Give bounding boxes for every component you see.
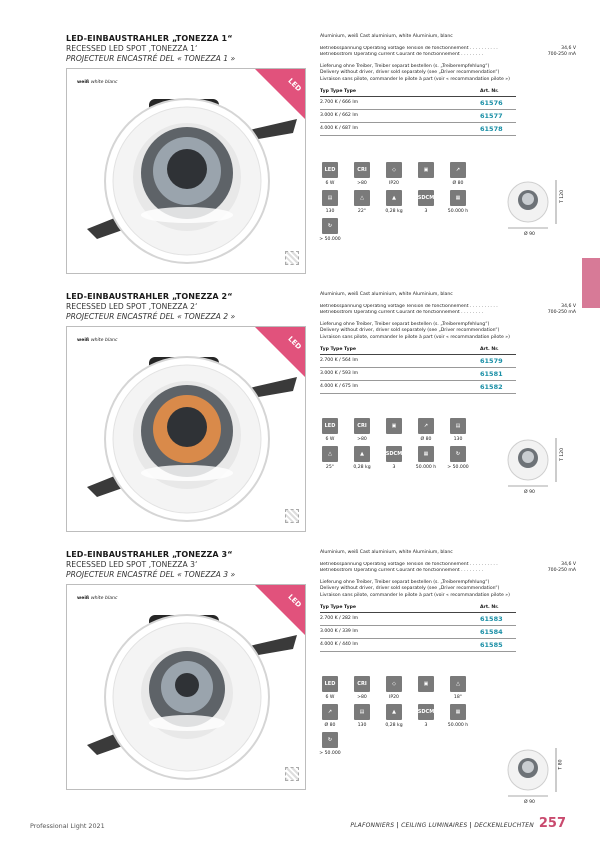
feature-value: 6 W: [325, 695, 335, 700]
feature-icon-cell: [386, 162, 402, 186]
table-row: [320, 613, 516, 626]
switching-icon: ↻: [322, 218, 338, 234]
feature-value: >80: [357, 181, 367, 186]
finish-label: [77, 596, 118, 601]
table-row: [320, 626, 516, 639]
delivery-note-en: Delivery without driver, driver sold separately (see „Driver recommendation“): [320, 586, 500, 592]
led-badge-corner: [255, 69, 305, 119]
feature-value: 0,28 kg: [385, 723, 403, 728]
feature-icon-cell: [322, 418, 338, 442]
dimension-height: T 120: [560, 189, 566, 204]
footer-catalog-name: Professional Light 2021: [30, 822, 105, 830]
feature-value: 130: [325, 209, 335, 214]
feature-icons: [319, 162, 472, 242]
beam-icon: △: [450, 676, 466, 692]
product-title-fr: PROJECTEUR ENCASTRÉ DEL « TONEZZA 2 »: [66, 312, 236, 321]
feature-value: 130: [357, 723, 367, 728]
footer-category-en: CEILING LUMINAIRES: [401, 822, 468, 829]
dimension-diameter: Ø 90: [524, 490, 535, 495]
weight-icon: ▲: [386, 190, 402, 206]
frame-icon: ▣: [418, 162, 434, 178]
cri-icon: CRI: [354, 162, 370, 178]
row-article-number: 61578: [480, 124, 503, 133]
delivery-note: [320, 64, 576, 84]
feature-value: Ø 80: [420, 437, 432, 442]
feature-value: > 50.000: [447, 465, 469, 470]
feature-icon-cell: [354, 418, 370, 442]
feature-value: 22°: [357, 209, 367, 214]
frame-icon: ▣: [418, 676, 434, 692]
finish-label-de: weiß: [77, 596, 90, 601]
material-text: Aluminium, weiß Cast aluminium, white Aluminium, blanc: [320, 292, 453, 297]
delivery-note-en: Delivery without driver, driver sold separately (see „Driver recommendation“): [320, 328, 500, 334]
row-article-number: 61576: [480, 98, 503, 107]
led-badge-text: LED: [286, 76, 303, 94]
qr-code-icon[interactable]: [285, 251, 299, 265]
voltage-value: 34,6 V: [561, 561, 576, 567]
footer-category-fr: PLAFONNIERS: [350, 822, 395, 829]
feature-icon-cell: [354, 162, 370, 186]
table-row: [320, 123, 516, 136]
delivery-note-de: Lieferung ohne Treiber, Treiber separat bestellen (s. „Treiberempfehlung“): [320, 321, 490, 327]
weight-icon: ▲: [354, 446, 370, 462]
row-type: 2.700 K / 666 lm: [320, 99, 359, 105]
footer-category-de: DECKENLEUCHTEN: [474, 822, 534, 829]
finish-label-fr: blanc: [105, 338, 118, 343]
feature-value: > 50.000: [319, 237, 341, 242]
feature-icon-cell: [354, 676, 370, 700]
product-photo-box: [66, 68, 306, 274]
qr-code-icon[interactable]: [285, 509, 299, 523]
material-text: Aluminium, weiß Cast aluminium, white Aluminium, blanc: [320, 34, 453, 39]
article-table: [320, 347, 516, 395]
table-header-type: Typ Type Type: [320, 346, 357, 352]
beam-icon: △: [354, 190, 370, 206]
feature-icon-cell: [354, 446, 370, 470]
tilt-icon: ↗: [450, 162, 466, 178]
weight-icon: ▲: [386, 704, 402, 720]
finish-label: [77, 80, 118, 85]
feature-icon-cell: [322, 162, 338, 186]
led-badge-text: LED: [286, 592, 303, 610]
current-label: Betriebsstrom Operating current Courant de fonctionnement . . . . . . . .: [320, 568, 484, 574]
feature-value: 50.000 h: [447, 209, 469, 214]
feature-value: IP20: [389, 181, 399, 186]
section-side-tab: [582, 258, 600, 308]
table-row: [320, 639, 516, 652]
qr-code-icon[interactable]: [285, 767, 299, 781]
feature-icon-cell: [386, 190, 402, 214]
sdcm-icon: SDCM: [418, 190, 434, 206]
row-type: 3.000 K / 662 lm: [320, 112, 359, 118]
cutout-icon: ▤: [450, 418, 466, 434]
cutout-icon: ▤: [354, 704, 370, 720]
voltage-row: [320, 304, 576, 311]
current-label: Betriebsstrom Operating current Courant de fonctionnement . . . . . . . .: [320, 310, 484, 316]
delivery-note-en: Delivery without driver, driver sold separately (see „Driver recommendation“): [320, 70, 500, 76]
lifetime-icon: ▦: [418, 446, 434, 462]
current-label: Betriebsstrom Operating current Courant de fonctionnement . . . . . . . .: [320, 52, 484, 58]
dimension-diameter: Ø 90: [524, 232, 535, 237]
article-table-header: [320, 89, 516, 98]
feature-icon-cell: [354, 190, 370, 214]
current-row: [320, 310, 576, 317]
feature-icon-cell: [418, 190, 434, 214]
product-section-1: [66, 34, 576, 284]
row-article-number: 61581: [480, 369, 503, 378]
feature-value: 130: [453, 437, 463, 442]
feature-value: 25°: [325, 465, 335, 470]
voltage-row: [320, 562, 576, 569]
led-badge-corner: [255, 585, 305, 635]
product-specs: [320, 292, 576, 394]
feature-value: 3: [424, 209, 428, 214]
feature-icon-cell: [386, 676, 402, 700]
feature-icon-cell: [386, 446, 402, 470]
finish-label-de: weiß: [77, 338, 90, 343]
feature-icon-cell: [322, 446, 338, 470]
row-type: 3.000 K / 339 lm: [320, 628, 359, 634]
voltage-value: 34,6 V: [561, 45, 576, 51]
led-icon: LED: [322, 162, 338, 178]
product-specs: [320, 34, 576, 136]
product-title-en: RECESSED LED SPOT ‚TONEZZA 2‘: [66, 302, 198, 311]
feature-icon-cell: [418, 418, 434, 442]
frame-icon: ▣: [386, 418, 402, 434]
product-title-de: LED-EINBAUSTRAHLER „TONEZZA 3“: [66, 550, 233, 559]
product-title-de: LED-EINBAUSTRAHLER „TONEZZA 2“: [66, 292, 233, 301]
feature-value: IP20: [389, 695, 399, 700]
feature-icon-cell: [386, 704, 402, 728]
delivery-note-de: Lieferung ohne Treiber, Treiber separat bestellen (s. „Treiberempfehlung“): [320, 63, 490, 69]
delivery-note-fr: Livraison sans pilote, commander le pilote à part (voir « recommandation pilote »): [320, 592, 510, 598]
article-table: [320, 605, 516, 653]
feature-icon-cell: [354, 704, 370, 728]
dimension-drawing: [500, 740, 570, 800]
product-photo-box: [66, 326, 306, 532]
product-title-en: RECESSED LED SPOT ‚TONEZZA 3‘: [66, 560, 198, 569]
current-value: 700-250 mA: [547, 52, 576, 58]
row-article-number: 61583: [480, 614, 503, 623]
table-header-type: Typ Type Type: [320, 604, 357, 610]
delivery-note-fr: Livraison sans pilote, commander le pilote à part (voir « recommandation pilote »): [320, 334, 510, 340]
delivery-note: [320, 580, 576, 600]
feature-value: 6 W: [325, 181, 335, 186]
feature-value: Ø 80: [324, 723, 336, 728]
row-article-number: 61584: [480, 627, 503, 636]
ip-drop-icon: ◇: [386, 676, 402, 692]
lifetime-icon: ▦: [450, 704, 466, 720]
feature-value: 18°: [453, 695, 463, 700]
product-section-3: [66, 550, 576, 805]
feature-value: 3: [392, 465, 396, 470]
table-header-art: Art. Nr.: [480, 346, 499, 352]
table-header-type: Typ Type Type: [320, 88, 357, 94]
table-header-art: Art. Nr.: [480, 604, 499, 610]
dimension-diameter: Ø 90: [524, 800, 535, 805]
feature-value: 6 W: [325, 437, 335, 442]
feature-value: > 50.000: [319, 751, 341, 756]
feature-icon-cell: [319, 218, 341, 242]
table-row: [320, 368, 516, 381]
feature-icon-cell: [415, 446, 437, 470]
beam-icon: △: [322, 446, 338, 462]
feature-value: >80: [357, 695, 367, 700]
cutout-icon: ▤: [322, 190, 338, 206]
delivery-note-fr: Livraison sans pilote, commander le pilote à part (voir « recommandation pilote »): [320, 76, 510, 82]
feature-icon-cell: [447, 704, 469, 728]
lifetime-icon: ▦: [450, 190, 466, 206]
switching-icon: ↻: [322, 732, 338, 748]
table-row: [320, 110, 516, 123]
feature-icon-cell: [450, 162, 466, 186]
table-header-art: Art. Nr.: [480, 88, 499, 94]
finish-label-de: weiß: [77, 80, 90, 85]
footer-category: PLAFONNIERS | CEILING LUMINAIRES | DECKENLEUCHTEN: [350, 822, 534, 829]
tilt-icon: ↗: [322, 704, 338, 720]
product-title-de: LED-EINBAUSTRAHLER „TONEZZA 1“: [66, 34, 233, 43]
row-type: 4.000 K / 440 lm: [320, 641, 359, 647]
led-icon: LED: [322, 418, 338, 434]
product-photo-box: [66, 584, 306, 790]
feature-icon-cell: [322, 190, 338, 214]
sdcm-icon: SDCM: [418, 704, 434, 720]
material-text: Aluminium, weiß Cast aluminium, white Aluminium, blanc: [320, 550, 453, 555]
row-type: 3.000 K / 593 lm: [320, 370, 359, 376]
product-title-fr: PROJECTEUR ENCASTRÉ DEL « TONEZZA 3 »: [66, 570, 236, 579]
finish-label-en: white: [90, 596, 104, 601]
feature-icons: [319, 676, 472, 756]
product-title-fr: PROJECTEUR ENCASTRÉ DEL « TONEZZA 1 »: [66, 54, 236, 63]
feature-icon-cell: [418, 704, 434, 728]
ip-drop-icon: ◇: [386, 162, 402, 178]
feature-value: 50.000 h: [415, 465, 437, 470]
row-article-number: 61582: [480, 382, 503, 391]
article-table-header: [320, 605, 516, 614]
feature-icon-cell: [450, 418, 466, 442]
finish-label-en: white: [90, 338, 104, 343]
row-article-number: 61585: [480, 640, 503, 649]
row-type: 2.700 K / 564 lm: [320, 357, 359, 363]
finish-label-en: white: [90, 80, 104, 85]
row-type: 4.000 K / 675 lm: [320, 383, 359, 389]
switching-icon: ↻: [450, 446, 466, 462]
feature-icons: [322, 418, 472, 470]
row-article-number: 61579: [480, 356, 503, 365]
voltage-label: Betriebsspannung Operating voltage Tension de fonctionnement . . . . . . . . . .: [320, 561, 498, 567]
dimension-height: T 80: [558, 759, 564, 770]
product-section-2: [66, 292, 576, 542]
voltage-row: [320, 46, 576, 53]
table-row: [320, 355, 516, 368]
feature-icon-cell: [418, 162, 434, 186]
current-value: 700-250 mA: [547, 310, 576, 316]
feature-icon-cell: [322, 704, 338, 728]
product-specs: [320, 550, 576, 652]
table-row: [320, 97, 516, 110]
feature-value: 0,28 kg: [353, 465, 371, 470]
feature-value: 3: [424, 723, 428, 728]
feature-icon-cell: [319, 732, 341, 756]
delivery-note-de: Lieferung ohne Treiber, Treiber separat bestellen (s. „Treiberempfehlung“): [320, 579, 490, 585]
table-row: [320, 381, 516, 394]
cri-icon: CRI: [354, 676, 370, 692]
row-type: 2.700 K / 282 lm: [320, 615, 359, 621]
dimension-height: T 120: [560, 447, 566, 462]
voltage-label: Betriebsspannung Operating voltage Tension de fonctionnement . . . . . . . . . .: [320, 303, 498, 309]
finish-label: [77, 338, 118, 343]
voltage-label: Betriebsspannung Operating voltage Tension de fonctionnement . . . . . . . . . .: [320, 45, 498, 51]
cri-icon: CRI: [354, 418, 370, 434]
feature-value: Ø 80: [452, 181, 464, 186]
article-table: [320, 89, 516, 137]
led-badge-text: LED: [286, 334, 303, 352]
current-row: [320, 568, 576, 575]
article-table-header: [320, 347, 516, 356]
row-type: 4.000 K / 687 lm: [320, 125, 359, 131]
product-title-en: RECESSED LED SPOT ‚TONEZZA 1‘: [66, 44, 198, 53]
feature-value: 0,28 kg: [385, 209, 403, 214]
finish-label-fr: blanc: [105, 80, 118, 85]
feature-icon-cell: [386, 418, 402, 442]
feature-value: >80: [357, 437, 367, 442]
feature-icon-cell: [450, 676, 466, 700]
delivery-note: [320, 322, 576, 342]
feature-icon-cell: [418, 676, 434, 700]
page-number: 257: [538, 816, 566, 831]
row-article-number: 61577: [480, 111, 503, 120]
current-row: [320, 52, 576, 59]
led-badge-corner: [255, 327, 305, 377]
feature-icon-cell: [447, 446, 469, 470]
feature-icon-cell: [447, 190, 469, 214]
led-icon: LED: [322, 676, 338, 692]
current-value: 700-250 mA: [547, 568, 576, 574]
finish-label-fr: blanc: [105, 596, 118, 601]
feature-value: 50.000 h: [447, 723, 469, 728]
sdcm-icon: SDCM: [386, 446, 402, 462]
tilt-icon: ↗: [418, 418, 434, 434]
voltage-value: 34,6 V: [561, 303, 576, 309]
feature-icon-cell: [322, 676, 338, 700]
